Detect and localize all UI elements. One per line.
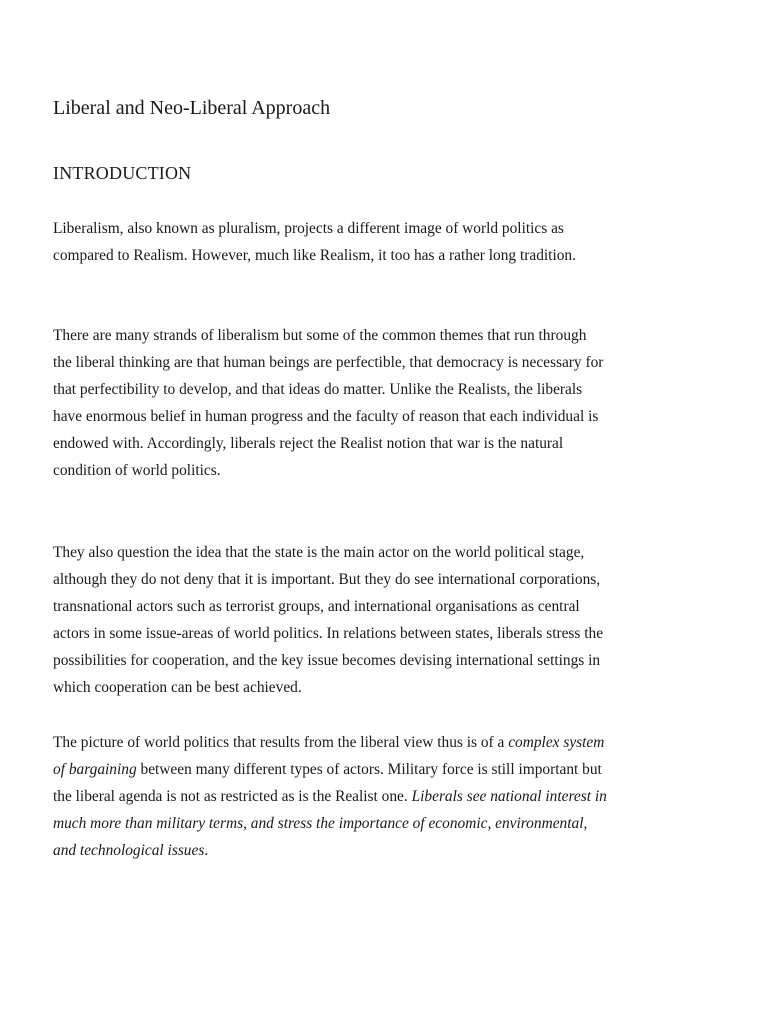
italic-text: complex system xyxy=(508,734,605,751)
italic-text: and technological issues xyxy=(53,842,205,859)
text-run: that perfectibility to develop, and that ideas do matter. Unlike the Realists, the liberals xyxy=(53,381,583,398)
paragraph-line xyxy=(53,837,733,864)
paragraph-3 xyxy=(53,539,733,701)
paragraph-line xyxy=(53,457,733,484)
paragraph-line xyxy=(53,756,733,783)
paragraph-line xyxy=(53,322,733,349)
paragraph-line xyxy=(53,403,733,430)
paragraph-line xyxy=(53,729,733,756)
paragraph-line xyxy=(53,674,733,701)
text-run: which cooperation can be best achieved. xyxy=(53,679,302,696)
paragraph-line xyxy=(53,810,733,837)
italic-text: much more than military terms, and stress the importance of economic, environmental, xyxy=(53,815,588,832)
text-run: . xyxy=(204,842,209,859)
text-run: compared to Realism. However, much like Realism, it too has a rather long tradition. xyxy=(53,247,576,264)
text-run: The picture of world politics that results from the liberal view thus is of a xyxy=(53,734,509,751)
paragraph-1 xyxy=(53,215,733,269)
paragraph-2 xyxy=(53,322,733,484)
text-run: possibilities for cooperation, and the key issue becomes devising international settings in xyxy=(53,652,601,669)
paragraph-line xyxy=(53,593,733,620)
text-run: They also question the idea that the state is the main actor on the world political stage, xyxy=(53,544,585,561)
paragraph-line xyxy=(53,620,733,647)
text-run: transnational actors such as terrorist groups, and international organisations as central xyxy=(53,598,580,615)
italic-text: of bargaining xyxy=(53,761,137,778)
paragraph-line xyxy=(53,783,733,810)
text-run: have enormous belief in human progress and the faculty of reason that each individual is xyxy=(53,408,599,425)
paragraph-line xyxy=(53,349,733,376)
text-run: Liberalism, also known as pluralism, projects a different image of world politics as xyxy=(53,220,564,237)
text-run: although they do not deny that it is important. But they do see international corporations, xyxy=(53,571,601,588)
paragraph-line xyxy=(53,647,733,674)
text-run: the liberal thinking are that human beings are perfectible, that democracy is necessary for xyxy=(53,354,604,371)
paragraph-line xyxy=(53,539,733,566)
text-run: condition of world politics. xyxy=(53,462,221,479)
document-title: Liberal and Neo-Liberal Approach xyxy=(53,97,331,119)
text-run: endowed with. Accordingly, liberals reject the Realist notion that war is the natural xyxy=(53,435,564,452)
paragraph-4 xyxy=(53,729,733,864)
paragraph-line xyxy=(53,215,733,242)
italic-text: Liberals see national interest in xyxy=(411,788,607,805)
section-heading-introduction: INTRODUCTION xyxy=(53,163,192,183)
text-run: actors in some issue-areas of world politics. In relations between states, liberals stress the xyxy=(53,625,604,642)
text-run: between many different types of actors. Military force is still important but xyxy=(136,761,602,778)
text-run: the liberal agenda is not as restricted as is the Realist one. xyxy=(53,788,412,805)
paragraph-line xyxy=(53,430,733,457)
paragraph-line xyxy=(53,566,733,593)
paragraph-line xyxy=(53,242,733,269)
paragraph-line xyxy=(53,376,733,403)
text-run: There are many strands of liberalism but some of the common themes that run through xyxy=(53,327,587,344)
